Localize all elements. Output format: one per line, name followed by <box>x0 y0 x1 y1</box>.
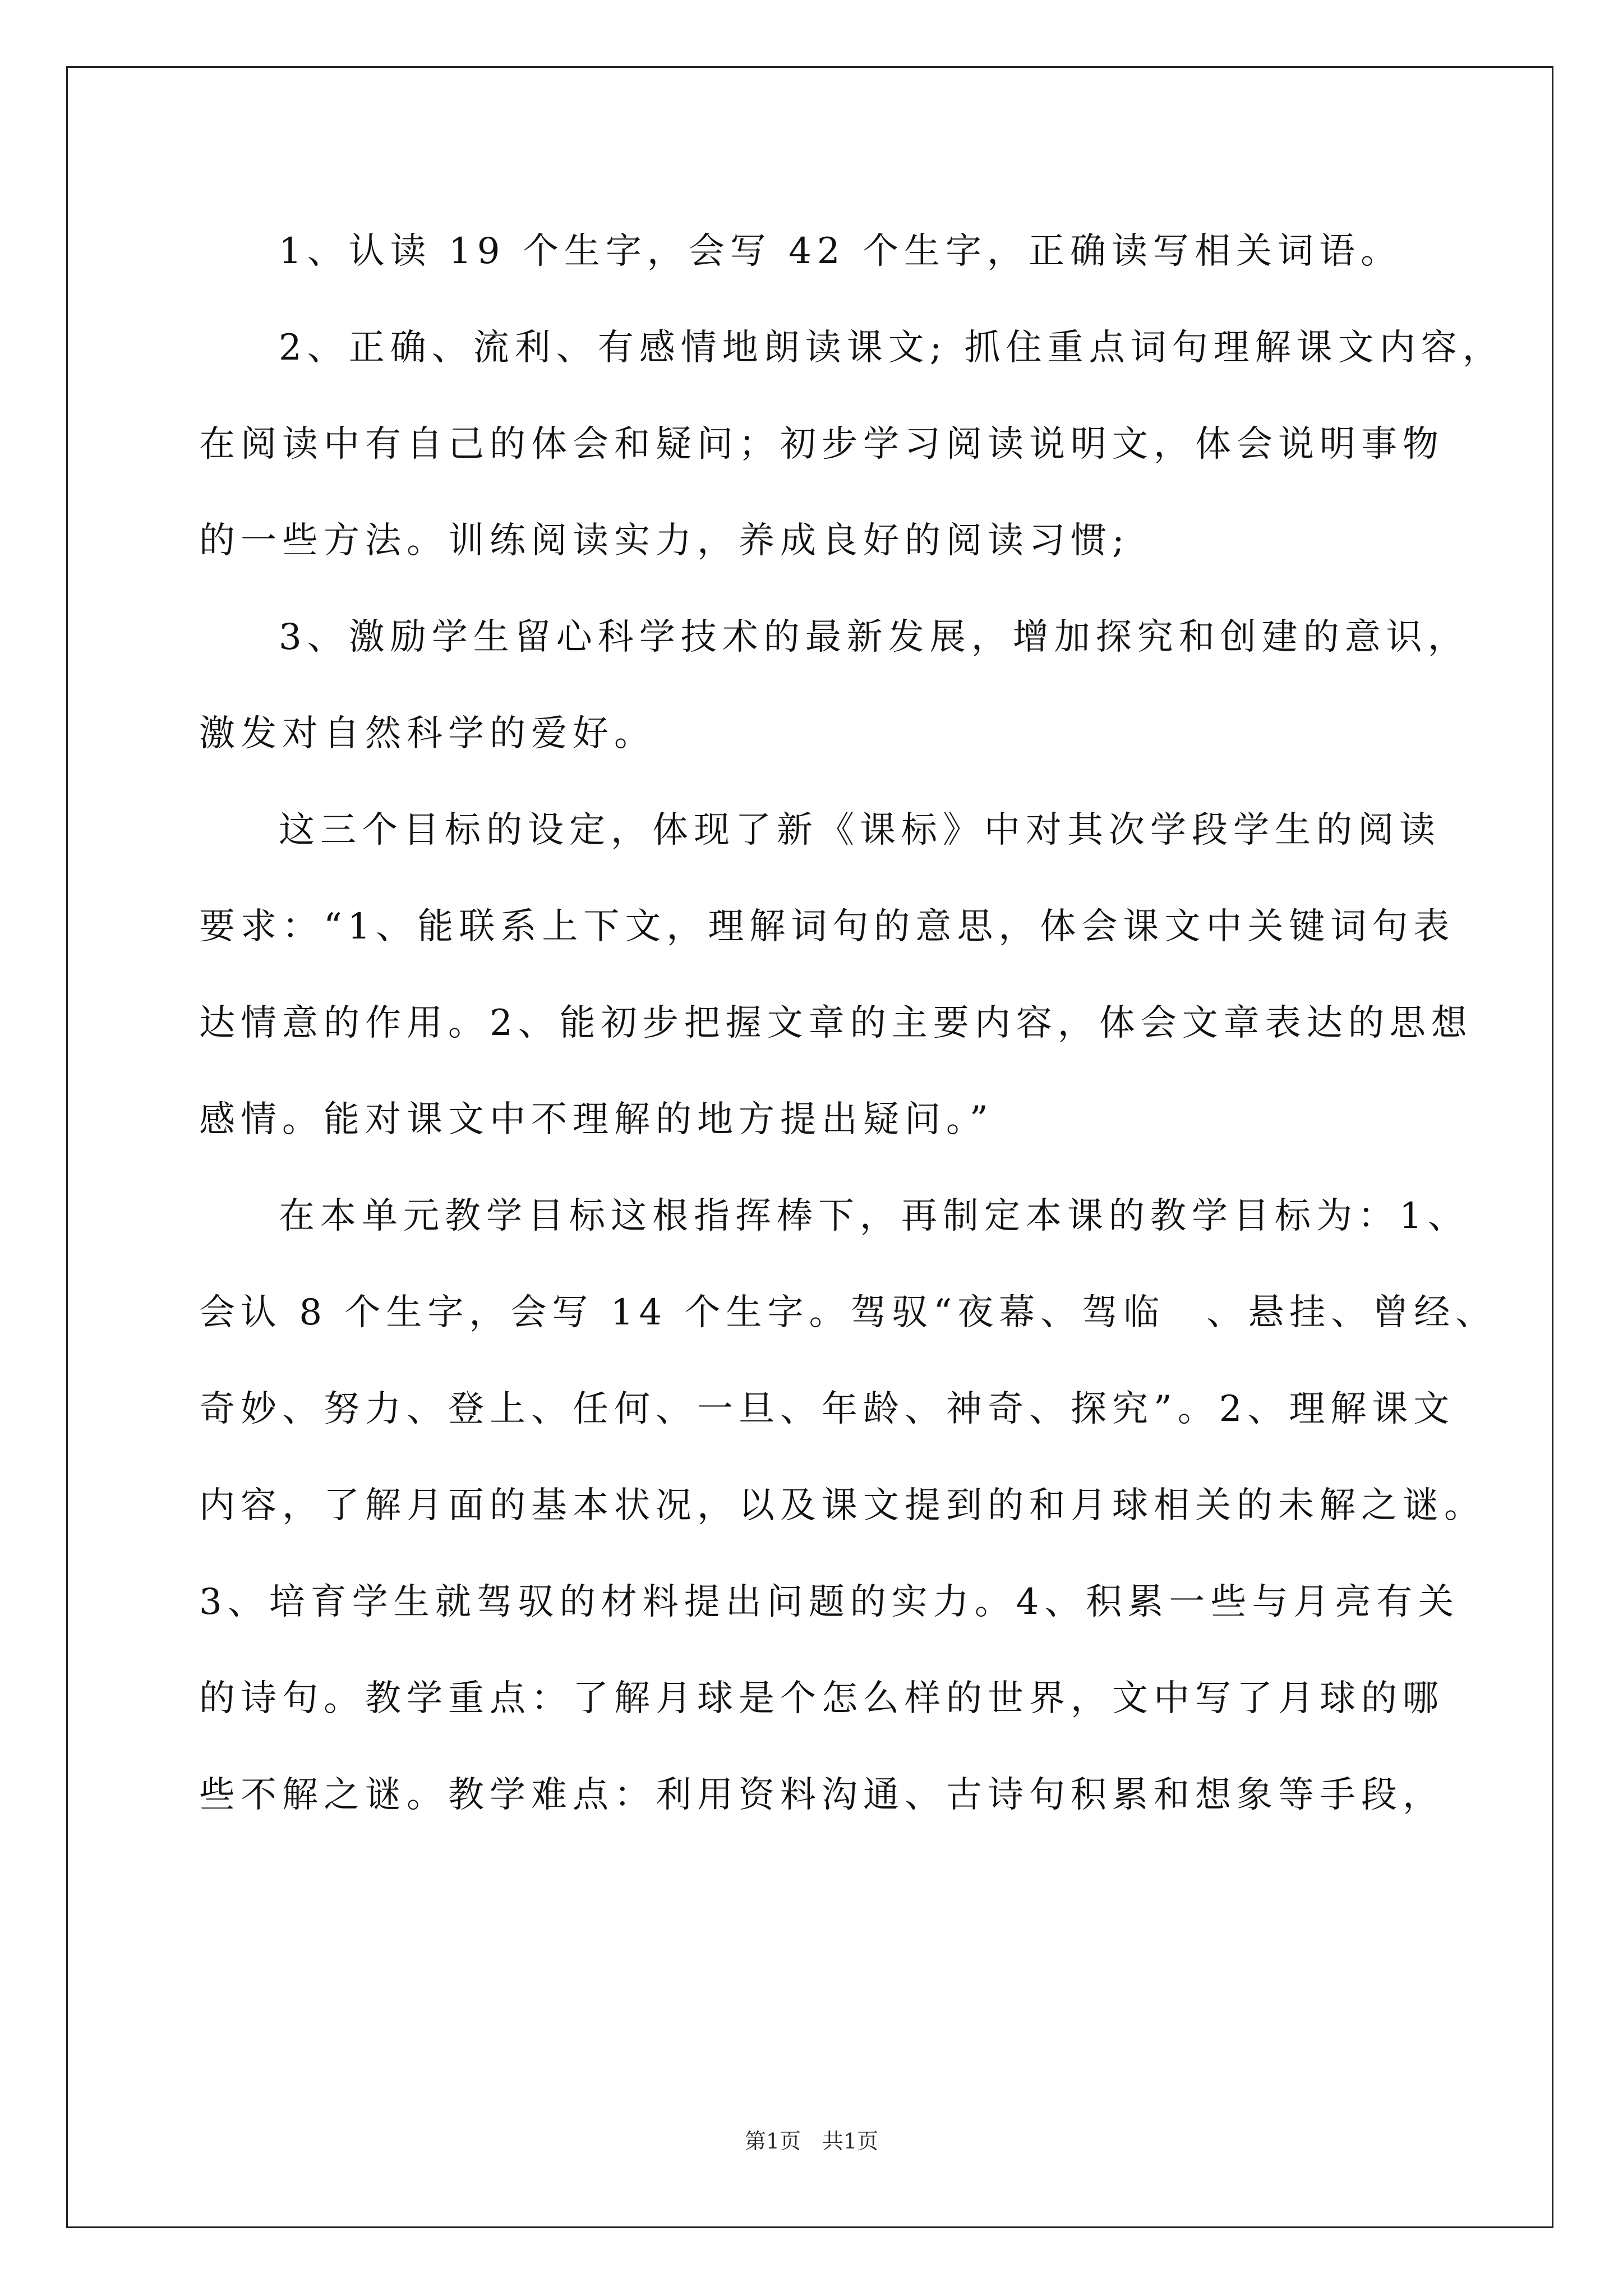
text-line: 的一些方法。训练阅读实力，养成良好的阅读习惯; <box>199 520 1130 562</box>
text-line: 2、正确、流利、有感情地朗读课文; 抓住重点词句理解课文内容， <box>279 327 1504 369</box>
document-body <box>199 218 1504 1858</box>
text-line: 3、培育学生就驾驭的材料提出问题的实力。4、积累一些与月亮有关 <box>199 1581 1460 1623</box>
text-line: 些不解之谜。教学难点：利用资料沟通、古诗句积累和想象等手段， <box>199 1774 1444 1816</box>
text-line: 感情。能对课文中不理解的地方提出疑问。” <box>199 1099 994 1140</box>
text-line: 这三个目标的设定，体现了新《课标》中对其次学段学生的阅读 <box>279 809 1441 851</box>
text-line: 内容，了解月面的基本状况，以及课文提到的和月球相关的未解之谜。 <box>199 1485 1486 1526</box>
text-line: 会认 8 个生字，会写 14 个生字。驾驭“夜幕、驾临 、悬挂、曾经、 <box>199 1292 1497 1333</box>
text-line: 的诗句。教学重点：了解月球是个怎么样的世界，文中写了月球的哪 <box>199 1678 1444 1719</box>
text-line: 达情意的作用。2、能初步把握文章的主要内容，体会文章表达的思想 <box>199 1002 1473 1044</box>
page-footer: 第1页 共1页 <box>744 2129 879 2154</box>
text-line: 在阅读中有自己的体会和疑问；初步学习阅读说明文，体会说明事物 <box>199 424 1444 465</box>
text-line: 激发对自然科学的爱好。 <box>199 713 656 754</box>
text-line: 要求：“1、能联系上下文，理解词句的意思，体会课文中关键词句表 <box>199 906 1455 947</box>
text-line: 3、激励学生留心科学技术的最新发展，增加探究和创建的意识， <box>279 616 1469 658</box>
text-line: 在本单元教学目标这根指挥棒下，再制定本课的教学目标为：1、 <box>279 1195 1469 1237</box>
text-line: 奇妙、努力、登上、任何、一旦、年龄、神奇、探究”。2、理解课文 <box>199 1388 1455 1430</box>
text-line: 1、认读 19 个生字，会写 42 个生字，正确读写相关词语。 <box>279 231 1402 272</box>
